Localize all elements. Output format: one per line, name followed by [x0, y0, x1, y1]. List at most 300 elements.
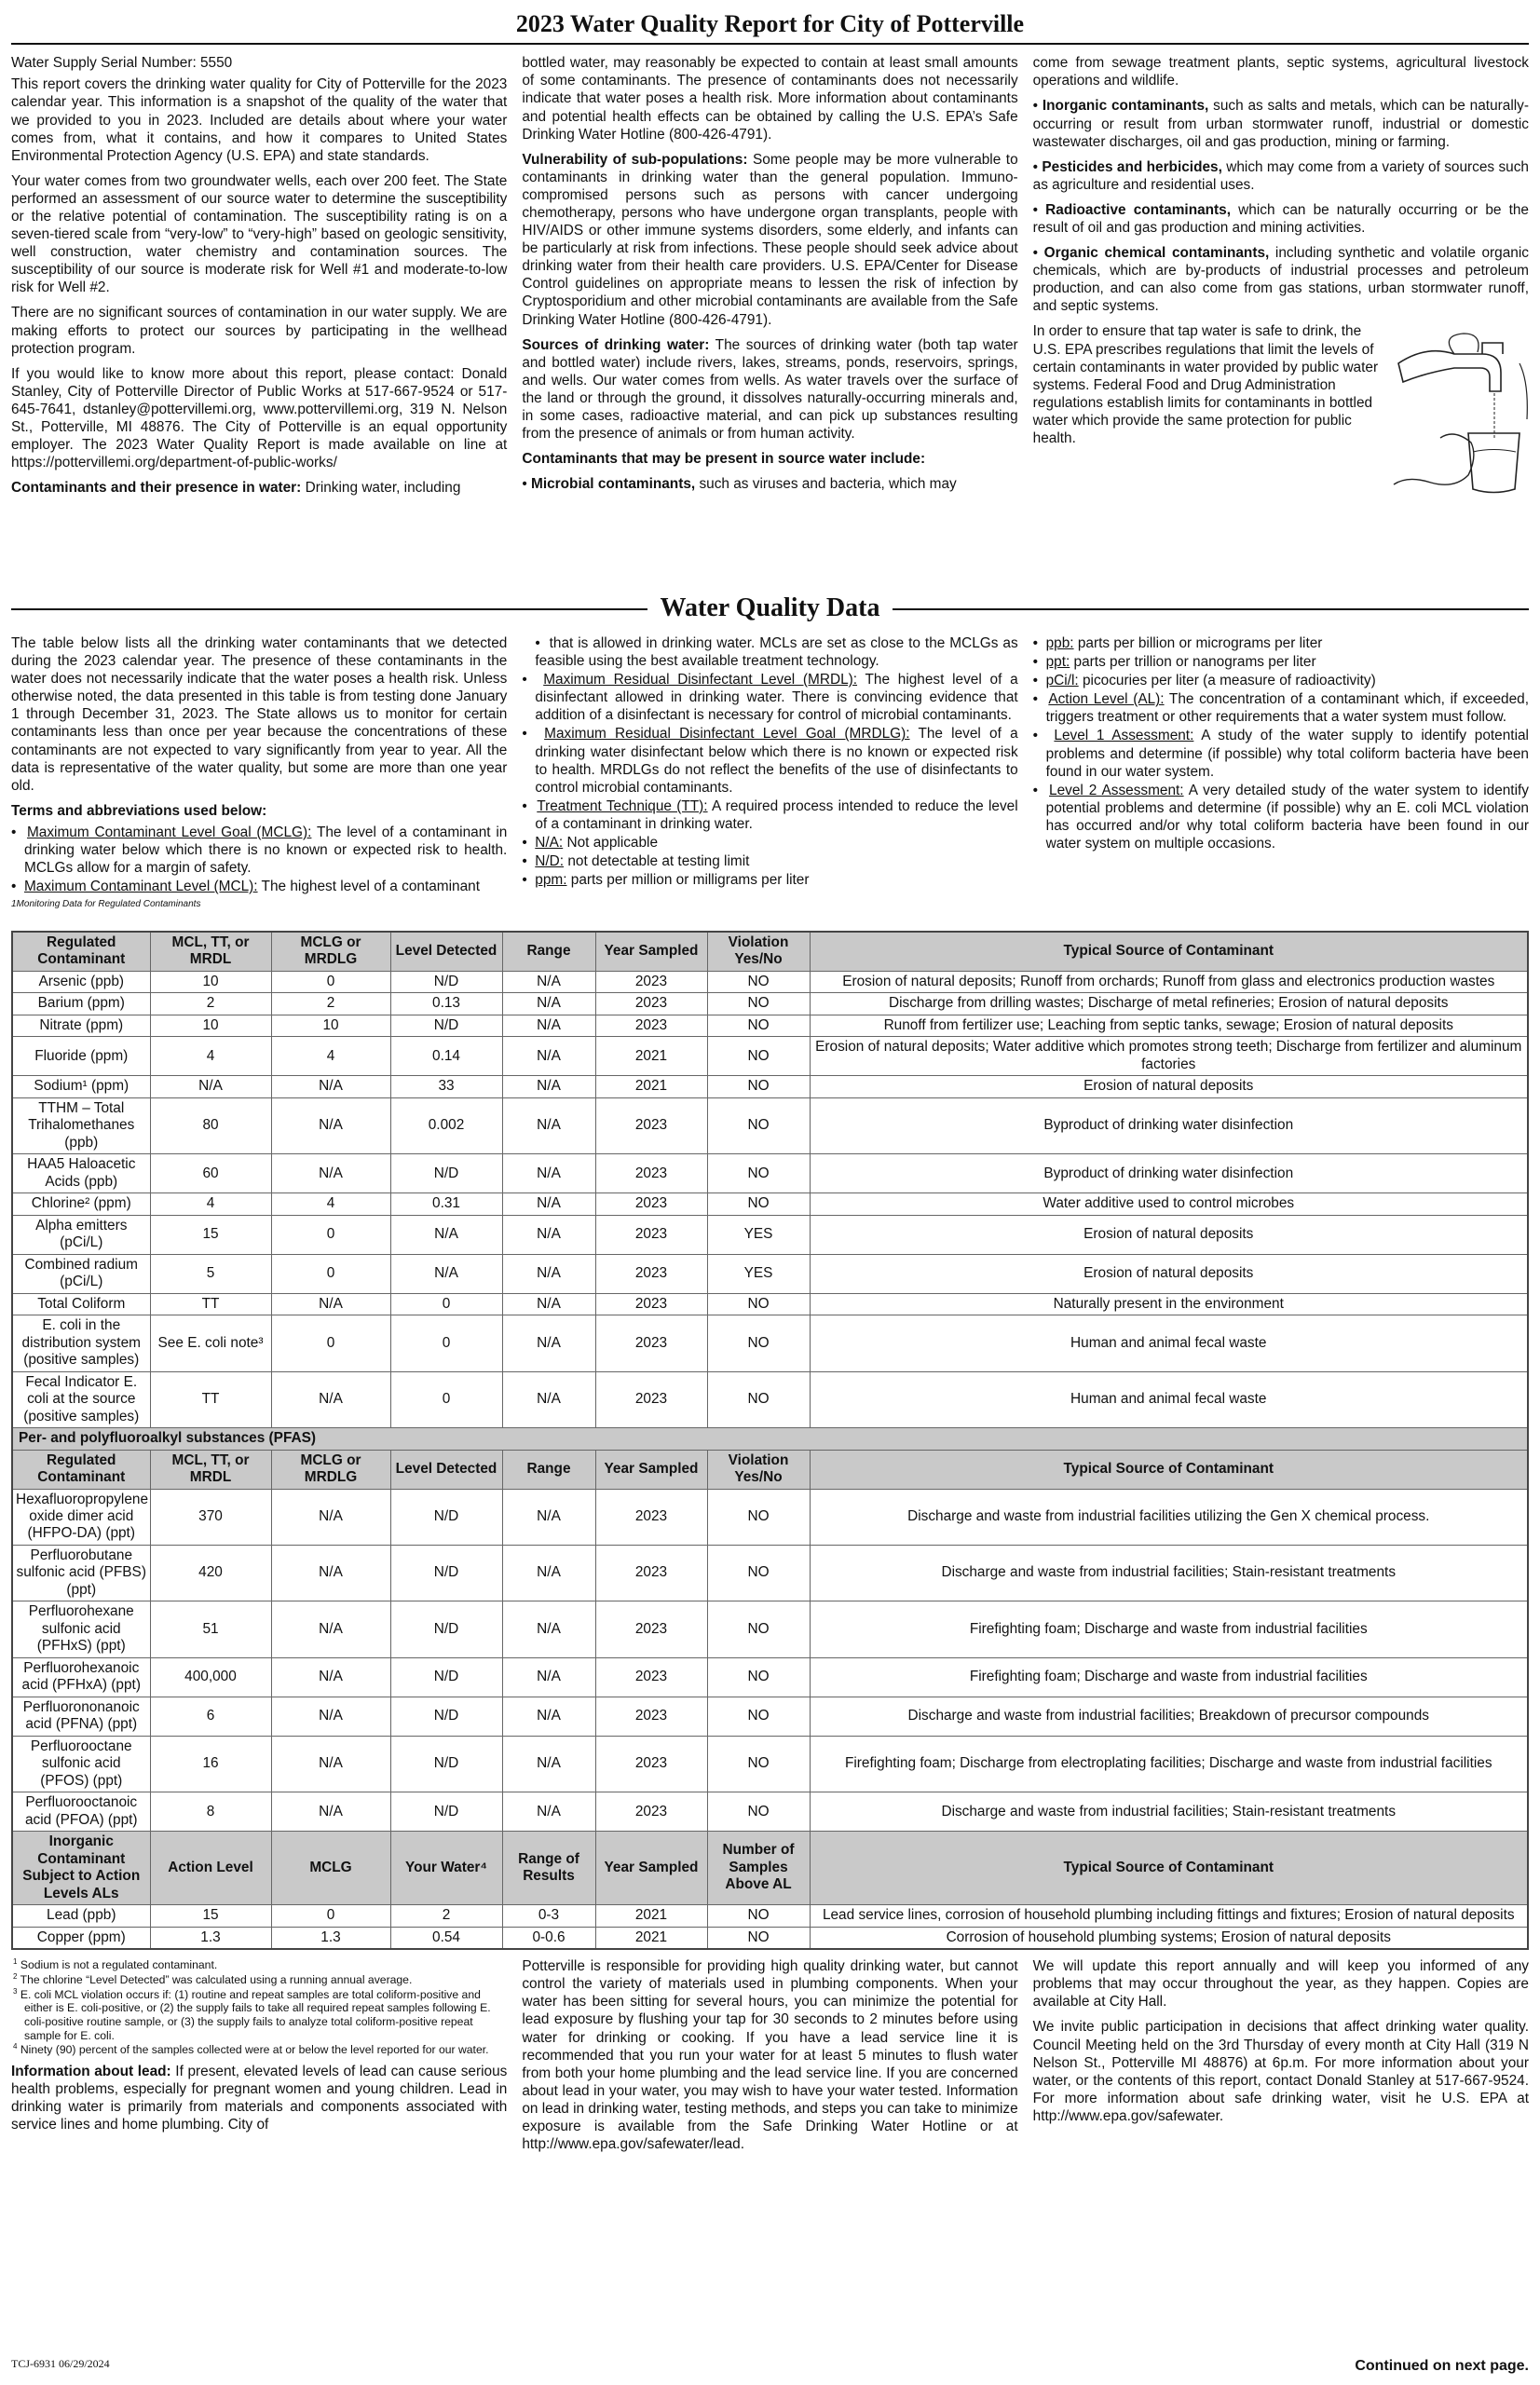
value-cell: YES	[707, 1254, 810, 1293]
value-cell: 0-3	[502, 1905, 595, 1927]
table-row	[12, 1015, 1528, 1036]
value-cell: 2	[150, 993, 271, 1015]
value-cell: NO	[707, 1015, 810, 1036]
value-cell: N/D	[390, 1657, 502, 1697]
lead-info-cont: Potterville is responsible for providing high quality drinking water, but cannot control the variety of materials used in plumbing components. When your water has been sitting for several hours, you can minimize the potential for lead exposure by flushing your tap for 30 seconds to 2 minutes before using water for drinking or cooking. If you have a lead service line it is recommended that you run your water for at least 5 minutes to flush water from both your home plumbing and the lead service line. If you are concerned about lead in your water, you may wish to have your water tested. Information on lead in drinking water, testing methods, and steps you can take to minimize exposure is available from the Safe Drinking Water Hotline or at http://www.epa.gov/safewater/lead.	[522, 1958, 1018, 2153]
source-cell: Human and animal fecal waste	[810, 1315, 1528, 1371]
value-cell: YES	[707, 1215, 810, 1254]
contaminant-name-cell: Fluoride (ppm)	[12, 1037, 150, 1076]
footnote-3-text: E. coli MCL violation occurs if: (1) routine and repeat samples are total coliform-positive and either is E. coli-positive, or (2) the supply fails to take all required repeat samples following E. coli-positive routine sample, or (3) the supply fails to analyze total coliform-positive repeat sample for E. coli.	[20, 1987, 491, 2042]
footnote-2-text: The chlorine “Level Detected” was calculated using a running annual average.	[20, 1972, 413, 1986]
value-cell: 2023	[595, 993, 707, 1015]
value-cell: N/A	[502, 1097, 595, 1153]
table-row	[12, 1601, 1528, 1657]
header-cell: Violation Yes/No	[707, 1450, 810, 1489]
contaminant-name-cell: Perfluorobutane sulfonic acid (PFBS) (ppt)	[12, 1545, 150, 1601]
value-cell: 15	[150, 1905, 271, 1927]
value-cell: 2023	[595, 1657, 707, 1697]
inorganic-text: such as salts and metals, which can be naturally-occurring or result from urban stormwater runoff, industrial or domestic wastewater discharges, oil and gas production, mining or farming.	[1032, 98, 1529, 150]
term-al-text: The concentration of a contaminant which, if exceeded, triggers treatment or other requirements that a water system must follow.	[1045, 691, 1529, 726]
source-cell: Discharge and waste from industrial facilities; Stain-resistant treatments	[810, 1792, 1528, 1832]
source-cell: Naturally present in the environment	[810, 1293, 1528, 1315]
value-cell: 2	[390, 1905, 502, 1927]
value-cell: NO	[707, 1657, 810, 1697]
value-cell: N/A	[502, 1293, 595, 1315]
value-cell: 2023	[595, 1601, 707, 1657]
radioactive-text: which can be naturally occurring or be the result of oil and gas production and mining activities.	[1032, 201, 1529, 236]
table-row	[12, 1545, 1528, 1601]
value-cell: 2023	[595, 1293, 707, 1315]
value-cell: 10	[150, 1015, 271, 1036]
contaminant-name-cell: E. coli in the distribution system (positive samples)	[12, 1315, 150, 1371]
value-cell: 2023	[595, 1215, 707, 1254]
value-cell: N/A	[502, 1697, 595, 1736]
value-cell: N/D	[390, 1015, 502, 1036]
intro-p5-head: Contaminants and their presence in water:	[11, 480, 302, 497]
term-level2	[1033, 782, 1529, 852]
table-row	[12, 1371, 1528, 1427]
table-row	[12, 1215, 1528, 1254]
intro-p1: This report covers the drinking water quality for City of Potterville for the 2023 calendar year. This information is a snapshot of the quality of the water that we provided to you in 2023. Included are details about where your water comes from, what it contains, and how it compares to United States Environmental Protection Agency (U.S. EPA) and state standards.	[11, 76, 508, 164]
term-na	[522, 834, 1017, 852]
footnote-1: $^1$ Sodium is not a regulated contaminant.	[13, 1957, 218, 1972]
bullet-inorganic	[1033, 97, 1529, 150]
source-cell: Byproduct of drinking water disinfection	[810, 1097, 1528, 1153]
value-cell: N/A	[502, 1076, 595, 1097]
value-cell: 2023	[595, 1315, 707, 1371]
header-cell: Typical Source of Contaminant	[810, 1450, 1528, 1489]
value-cell: 2023	[595, 1015, 707, 1036]
inorganic-head: Inorganic contaminants,	[1042, 98, 1209, 115]
value-cell: NO	[707, 1697, 810, 1736]
source-cell: Erosion of natural deposits	[810, 1254, 1528, 1293]
source-cell: Discharge and waste from industrial facilities; Breakdown of precursor compounds	[810, 1697, 1528, 1736]
value-cell: N/A	[271, 1154, 390, 1193]
value-cell: N/A	[502, 1037, 595, 1076]
intro-c2p2	[522, 151, 1017, 329]
value-cell: 0	[271, 1215, 390, 1254]
header-cell: MCLG or MRDLG	[271, 1450, 390, 1489]
value-cell: N/A	[390, 1254, 502, 1293]
source-cell: Byproduct of drinking water disinfection	[810, 1154, 1528, 1193]
term-mcl-label: Maximum Contaminant Level (MCL):	[23, 879, 258, 895]
value-cell: NO	[707, 993, 810, 1015]
value-cell: 4	[150, 1193, 271, 1215]
term-na-label: N/A:	[535, 834, 564, 851]
lead-info-text: If present, elevated levels of lead can cause serious health problems, especially for pregnant women and young children. Lead in drinking water is primarily from materials and components associated with service lines and home plumbing. City of	[11, 2063, 508, 2133]
table-row	[12, 1697, 1528, 1736]
update-info: We will update this report annually and will keep you informed of any problems that may occur throughout the year, as they happen. Copies are available at City Hall.	[1032, 1958, 1529, 2010]
term-mrdl-text: The highest level of a disinfectant allowed in drinking water. There is convincing evidence that addition of a disinfectant is necessary for control of microbial contaminants.	[535, 672, 1018, 724]
lead-info	[11, 2063, 507, 2133]
header-cell: Violation Yes/No	[707, 932, 810, 971]
faucet-illustration	[1389, 326, 1529, 503]
value-cell: N/A	[271, 1657, 390, 1697]
value-cell: N/D	[390, 971, 502, 992]
value-cell: N/A	[502, 1657, 595, 1697]
value-cell: NO	[707, 1601, 810, 1657]
value-cell: 15	[150, 1215, 271, 1254]
value-cell: 0	[390, 1315, 502, 1371]
bullet-organic	[1033, 244, 1529, 315]
contaminant-name-cell: Perfluorononanoic acid (PFNA) (ppt)	[12, 1697, 150, 1736]
header-cell: Range	[502, 1450, 595, 1489]
term-mrdlg	[522, 725, 1017, 796]
contaminant-name-cell: TTHM – Total Trihalomethanes (ppb)	[12, 1097, 150, 1153]
value-cell: 16	[150, 1736, 271, 1792]
contaminant-name-cell: Perfluorooctane sulfonic acid (PFOS) (ppt)	[12, 1736, 150, 1792]
c2p3-head: Sources of drinking water:	[522, 336, 710, 353]
source-cell: Human and animal fecal waste	[810, 1371, 1528, 1427]
value-cell: N/A	[271, 1697, 390, 1736]
terms-col-3	[1033, 634, 1529, 931]
value-cell: N/A	[271, 1371, 390, 1427]
value-cell: NO	[707, 1736, 810, 1792]
value-cell: 420	[150, 1545, 271, 1601]
value-cell: 4	[271, 1037, 390, 1076]
value-cell: NO	[707, 1371, 810, 1427]
wqd-p1: The table below lists all the drinking water contaminants that we detected during the 2023 calendar year. The presence of these contaminants in the water does not necessarily indicate that the water poses a health risk. Unless otherwise noted, the data presented in this table is from testing done January 1 through December 31, 2023. The State allows us to monitor for certain contaminants less than once per year because the concentrations of these contaminants are not expected to vary significantly from year to year. All the data is representative of the water quality, but some are more than one year old.	[11, 634, 508, 794]
value-cell: N/A	[502, 1736, 595, 1792]
value-cell: 0.14	[390, 1037, 502, 1076]
table-row	[12, 1193, 1528, 1215]
contaminant-name-cell: Nitrate (ppm)	[12, 1015, 150, 1036]
value-cell: 6	[150, 1697, 271, 1736]
value-cell: N/D	[390, 1736, 502, 1792]
contaminant-name-cell: Combined radium (pCi/L)	[12, 1254, 150, 1293]
footnote-2: $^2$ The chlorine “Level Detected” was calculated using a running annual average.	[13, 1971, 413, 1986]
term-mrdlg-text: The level of a drinking water disinfectant below which there is no known or expected risk to health. MRDLGs do not reflect the benefits of the use of disinfectants to control microbial contaminants.	[535, 726, 1018, 796]
contaminant-name-cell: Perfluorohexane sulfonic acid (PFHxS) (ppt)	[12, 1601, 150, 1657]
source-cell: Erosion of natural deposits; Water additive which promotes strong teeth; Discharge from fertilizer and aluminum factories	[810, 1037, 1528, 1076]
intro-section	[11, 54, 1529, 585]
source-cell: Firefighting foam; Discharge and waste from industrial facilities	[810, 1657, 1528, 1697]
term-ppm-label: ppm:	[535, 872, 567, 889]
bullet-pesticides	[1033, 158, 1529, 194]
value-cell: 0	[271, 1254, 390, 1293]
table-row	[12, 971, 1528, 992]
term-tt	[522, 797, 1017, 833]
footer-section	[11, 1957, 1529, 2160]
participation-info: We invite public participation in decisions that affect drinking water quality. Council Meeting held on the 3rd Thursday of every month at City Hall (319 N Nelson St., Potterville MI 48876) at 6p.m. For more information about your water, or the contents of this report, contact Donald Stanley at 517-667-9524. For more information about safe drinking water, visit he U.S. EPA at http://www.epa.gov/safewater.	[1032, 2019, 1529, 2124]
footnote-3: $^3$ E. coli MCL violation occurs if: (1) routine and repeat samples are total coliform-positive and either is E. coli-positive, or (2) the supply fails to take all required repeat samples following E. coli-positive routine sample, or (3) the supply fails to analyze total coliform-positive repeat sample for E. coli.	[13, 1986, 491, 2042]
table-header-row	[12, 932, 1528, 971]
term-ppb-label: ppb:	[1045, 634, 1074, 651]
bottom-bar	[11, 2357, 1529, 2376]
value-cell: NO	[707, 1193, 810, 1215]
footnote-4-text: Ninety (90) percent of the samples collected were at or below the level reported for our water.	[20, 2043, 489, 2057]
value-cell: N/A	[502, 1193, 595, 1215]
table-row	[12, 993, 1528, 1015]
source-cell: Water additive used to control microbes	[810, 1193, 1528, 1215]
value-cell: 4	[150, 1037, 271, 1076]
pfas-subheader: Per- and polyfluoroalkyl substances (PFAS)	[12, 1428, 1528, 1450]
value-cell: 0.31	[390, 1193, 502, 1215]
value-cell: NO	[707, 1927, 810, 1949]
value-cell: 10	[271, 1015, 390, 1036]
value-cell: 51	[150, 1601, 271, 1657]
footnote-1-text: Sodium is not a regulated contaminant.	[20, 1958, 218, 1972]
header-cell: Year Sampled	[595, 932, 707, 971]
value-cell: N/A	[271, 1545, 390, 1601]
value-cell: 33	[390, 1076, 502, 1097]
term-al-label: Action Level (AL):	[1048, 691, 1165, 708]
intro-c3p1: come from sewage treatment plants, septic systems, agricultural livestock operations and wildlife.	[1032, 55, 1529, 89]
table-row	[12, 1097, 1528, 1153]
table-row	[12, 1905, 1528, 1927]
value-cell: N/A	[502, 1545, 595, 1601]
header-cell: MCLG or MRDLG	[271, 932, 390, 971]
value-cell: 0	[390, 1371, 502, 1427]
value-cell: 2021	[595, 1076, 707, 1097]
value-cell: NO	[707, 1293, 810, 1315]
source-cell: Discharge and waste from industrial facilities utilizing the Gen X chemical process.	[810, 1489, 1528, 1545]
footer-col-2	[522, 1957, 1017, 2160]
contaminant-name-cell: Total Coliform	[12, 1293, 150, 1315]
header-cell: Typical Source of Contaminant	[810, 1832, 1528, 1905]
value-cell: 2023	[595, 1697, 707, 1736]
value-cell: 60	[150, 1154, 271, 1193]
continued-note: Continued on next page.	[1355, 2358, 1529, 2375]
value-cell: NO	[707, 1097, 810, 1153]
value-cell: N/A	[502, 1601, 595, 1657]
term-level1-text: A study of the water supply to identify potential problems and determine (if possible) why total coliform bacteria have been found in our water system.	[1045, 728, 1529, 780]
source-cell: Erosion of natural deposits; Runoff from orchards; Runoff from glass and electronics production wastes	[810, 971, 1528, 992]
value-cell: 2023	[595, 1736, 707, 1792]
term-ppm	[522, 871, 1017, 889]
source-cell: Runoff from fertilizer use; Leaching from septic tanks, sewage; Erosion of natural deposits	[810, 1015, 1528, 1036]
header-cell: Level Detected	[390, 1450, 502, 1489]
value-cell: NO	[707, 1905, 810, 1927]
heading-rule-right	[893, 608, 1529, 610]
bullet-radioactive	[1033, 201, 1529, 237]
term-tt-text: A required process intended to reduce the level of a contaminant in drinking water.	[535, 797, 1018, 832]
term-nd-label: N/D:	[535, 853, 565, 870]
header-cell: Year Sampled	[595, 1832, 707, 1905]
value-cell: NO	[707, 1076, 810, 1097]
intro-c2p3	[522, 336, 1017, 443]
source-cell: Erosion of natural deposits	[810, 1215, 1528, 1254]
value-cell: NO	[707, 1154, 810, 1193]
value-cell: N/D	[390, 1545, 502, 1601]
header-cell: Range of Results	[502, 1832, 595, 1905]
contaminant-name-cell: Fecal Indicator E. coli at the source (positive samples)	[12, 1371, 150, 1427]
value-cell: N/A	[502, 1154, 595, 1193]
intro-col-1	[11, 54, 507, 585]
term-nd	[522, 852, 1017, 870]
header-cell: Typical Source of Contaminant	[810, 932, 1528, 971]
lead-info-head: Information about lead:	[11, 2063, 171, 2079]
terms-col-2	[522, 634, 1017, 931]
lead-header-row	[12, 1832, 1528, 1905]
source-cell: Erosion of natural deposits	[810, 1076, 1528, 1097]
value-cell: N/A	[502, 971, 595, 992]
value-cell: N/A	[150, 1076, 271, 1097]
intro-col-3	[1033, 54, 1529, 585]
term-level1-label: Level 1 Assessment:	[1054, 728, 1194, 744]
value-cell: N/A	[502, 1254, 595, 1293]
value-cell: N/A	[271, 1293, 390, 1315]
term-tt-label: Treatment Technique (TT):	[537, 797, 708, 814]
intro-p5	[11, 479, 507, 497]
header-cell: Number of Samples Above AL	[707, 1832, 810, 1905]
table-row	[12, 1254, 1528, 1293]
value-cell: 10	[150, 971, 271, 992]
value-cell: TT	[150, 1371, 271, 1427]
header-cell: Inorganic Contaminant Subject to Action Levels ALs	[12, 1832, 150, 1905]
value-cell: N/A	[502, 993, 595, 1015]
value-cell: 2023	[595, 1792, 707, 1832]
value-cell: NO	[707, 1489, 810, 1545]
intro-p4: If you would like to know more about this report, please contact: Donald Stanley, City of Potterville Director of Public Works at 517-667-9524 or 517-645-7641, dstanley@pottervillemi.org, www.pottervillemi.org, 319 N. Nelson St., Potterville, MI 48876. The City of Potterville is an equal opportunity employer. The 2023 Water Quality Report is made available on line at https://pottervillemi.org/department-of-public-works/	[11, 365, 508, 471]
microbial-head: Microbial contaminants,	[531, 476, 696, 493]
intro-p3: There are no significant sources of contamination in our water supply. We are making efforts to protect our sources by participating in the wellhead protection program.	[11, 305, 508, 357]
c2p2-head: Vulnerability of sub-populations:	[522, 151, 748, 168]
term-level2-text: A very detailed study of the water system to identify potential problems and determine (if possible) why an E. coli MCL violation has occurred and/or why total coliform bacteria have been found in our water system on multiple occasions.	[1045, 782, 1529, 852]
term-mcl	[11, 878, 507, 895]
term-level1	[1033, 727, 1529, 780]
header-cell: MCLG	[271, 1832, 390, 1905]
value-cell: N/A	[502, 1792, 595, 1832]
pesticides-head: Pesticides and herbicides,	[1042, 158, 1222, 175]
intro-c3p2: In order to ensure that tap water is safe to drink, the U.S. EPA prescribes regulations that limit the levels of certain contaminants in water provided by public water systems. Federal Food and Drug Administration regulations establish limits for contaminants in bottled water which provide the same protection for public health.	[1032, 323, 1379, 447]
value-cell: 8	[150, 1792, 271, 1832]
term-mcl-cont: • that is allowed in drinking water. MCLs are set as close to the MCLGs as feasible using the best available treatment technology.	[522, 634, 1017, 670]
value-cell: N/D	[390, 1697, 502, 1736]
value-cell: N/A	[502, 1315, 595, 1371]
contaminant-name-cell: Barium (ppm)	[12, 993, 150, 1015]
table-row	[12, 1927, 1528, 1949]
term-mclg	[11, 824, 507, 877]
value-cell: N/A	[271, 1736, 390, 1792]
term-mrdl	[522, 671, 1017, 724]
value-cell: 2023	[595, 1193, 707, 1215]
term-mrdlg-label: Maximum Residual Disinfectant Level Goal (MRDLG):	[544, 726, 910, 743]
microbial-text: such as viruses and bacteria, which may	[695, 476, 957, 493]
value-cell: 2023	[595, 1097, 707, 1153]
term-mrdl-label: Maximum Residual Disinfectant Level (MRDL):	[543, 672, 858, 688]
value-cell: N/D	[390, 1601, 502, 1657]
value-cell: N/A	[502, 1371, 595, 1427]
footer-col-3	[1033, 1957, 1529, 2160]
contaminant-name-cell: Chlorine² (ppm)	[12, 1193, 150, 1215]
table-row	[12, 1037, 1528, 1076]
value-cell: 2021	[595, 1037, 707, 1076]
term-pci	[1033, 672, 1529, 689]
contaminant-name-cell: Sodium¹ (ppm)	[12, 1076, 150, 1097]
contaminant-name-cell: HAA5 Haloacetic Acids (ppb)	[12, 1154, 150, 1193]
contaminant-name-cell: Copper (ppm)	[12, 1927, 150, 1949]
term-ppt	[1033, 653, 1529, 671]
table-row	[12, 1076, 1528, 1097]
c2p3-text: The sources of drinking water (both tap water and bottled water) include rivers, lakes, streams, ponds, reservoirs, springs, and wells. Our water comes from wells. As water travels over the surface of the land or through the ground, it dissolves naturally-occurring minerals and, in some cases, radioactive material, and can pick up substances resulting from the presence of animals or from human activity.	[522, 336, 1018, 443]
document-code: TCJ-6931 06/29/2024	[11, 2357, 110, 2371]
source-cell: Lead service lines, corrosion of household plumbing including fittings and fixtures; Erosion of natural deposits	[810, 1905, 1528, 1927]
contaminant-name-cell: Lead (ppb)	[12, 1905, 150, 1927]
value-cell: N/D	[390, 1792, 502, 1832]
value-cell: 2	[271, 993, 390, 1015]
table-row	[12, 1657, 1528, 1697]
value-cell: N/A	[271, 1792, 390, 1832]
term-ppm-text: parts per million or milligrams per liter	[566, 872, 810, 889]
organic-head: Organic chemical contaminants,	[1043, 245, 1270, 262]
value-cell: N/D	[390, 1154, 502, 1193]
header-cell: Level Detected	[390, 932, 502, 971]
value-cell: 2023	[595, 1545, 707, 1601]
contaminant-name-cell: Perfluorohexanoic acid (PFHxA) (ppt)	[12, 1657, 150, 1697]
pfas-subheader-row	[12, 1428, 1528, 1450]
footnote-4: $^4$ Ninety (90) percent of the samples collected were at or below the level reported for our water.	[13, 2042, 489, 2057]
value-cell: NO	[707, 1545, 810, 1601]
value-cell: N/A	[502, 1215, 595, 1254]
source-cell: Firefighting foam; Discharge from electroplating facilities; Discharge and waste from industrial facilities	[810, 1736, 1528, 1792]
table-row	[12, 1293, 1528, 1315]
value-cell: 0.13	[390, 993, 502, 1015]
value-cell: N/A	[271, 1076, 390, 1097]
bullet-microbial	[522, 475, 1017, 493]
value-cell: 80	[150, 1097, 271, 1153]
value-cell: N/A	[502, 1015, 595, 1036]
terms-col-1	[11, 634, 507, 931]
header-cell: Regulated Contaminant	[12, 1450, 150, 1489]
contaminant-name-cell: Hexafluoropropylene oxide dimer acid (HFPO-DA) (ppt)	[12, 1489, 150, 1545]
term-ppb-text: parts per billion or micrograms per liter	[1073, 634, 1323, 651]
header-cell: Regulated Contaminant	[12, 932, 150, 971]
water-quality-heading: Water Quality Data	[660, 593, 880, 623]
value-cell: 370	[150, 1489, 271, 1545]
pfas-header-row	[12, 1450, 1528, 1489]
value-cell: 2021	[595, 1905, 707, 1927]
terms-heading: Terms and abbreviations used below:	[11, 802, 267, 819]
header-cell: Your Water⁴	[390, 1832, 502, 1905]
source-cell: Discharge and waste from industrial facilities; Stain-resistant treatments	[810, 1545, 1528, 1601]
value-cell: 1.3	[150, 1927, 271, 1949]
radioactive-head: Radioactive contaminants,	[1045, 201, 1232, 218]
intro-p2: Your water comes from two groundwater wells, each over 200 feet. The State performed an assessment of our source water to determine the susceptibility or the relative potential of contamination. The susceptibility rating is on a seven-tiered scale from “very-low” to “very-high” based on geologic sensitivity, well construction, water chemistry and contamination sources. The susceptibility of our source is moderate risk for Well #1 and moderate-to-low risk for Well #2.	[11, 172, 508, 296]
value-cell: N/A	[271, 1097, 390, 1153]
c2p2-text: Some people may be more vulnerable to contaminants in drinking water than the general population. Immuno-compromised persons such as persons with cancer undergoing chemotherapy, persons who have undergone organ transplants, people with HIV/AIDS or other immune systems disorders, some elderly, and infants can be particularly at risk from infections. These people should seek advice about drinking water from their health care providers. U.S. EPA/Center for Disease Control guidelines on appropriate means to lessen the risk of infection by Cryptosporidium and other microbial contaminants are available from the Safe Drinking Water Hotline (800-426-4791).	[522, 151, 1018, 328]
value-cell: N/A	[271, 1601, 390, 1657]
heading-rule-left	[11, 608, 647, 610]
value-cell: 2023	[595, 1254, 707, 1293]
value-cell: 2023	[595, 1154, 707, 1193]
value-cell: 2023	[595, 1489, 707, 1545]
value-cell: 2023	[595, 1371, 707, 1427]
serial-number: Water Supply Serial Number: 5550	[11, 55, 233, 72]
term-ppt-label: ppt:	[1045, 654, 1070, 671]
term-pci-text: picocuries per liter (a measure of radioactivity)	[1078, 673, 1376, 689]
value-cell: 1.3	[271, 1927, 390, 1949]
contaminant-name-cell: Arsenic (ppb)	[12, 971, 150, 992]
value-cell: TT	[150, 1293, 271, 1315]
monitoring-note: 1Monitoring Data for Regulated Contaminants	[11, 899, 201, 910]
table-row	[12, 1736, 1528, 1792]
footer-col-1	[11, 1957, 507, 2160]
value-cell: N/A	[390, 1215, 502, 1254]
contaminant-name-cell: Perfluorooctanoic acid (PFOA) (ppt)	[12, 1792, 150, 1832]
table-body	[12, 971, 1528, 1949]
value-cell: 0	[271, 1315, 390, 1371]
intro-c2p1: bottled water, may reasonably be expected to contain at least small amounts of some contaminants. The presence of contaminants does not necessarily indicate that water poses a health risk. More information about contaminants and potential health effects can be obtained by calling the U.S. EPA’s Safe Drinking Water Hotline (800-426-4791).	[522, 55, 1018, 143]
contaminant-table	[11, 931, 1529, 1950]
value-cell: 5	[150, 1254, 271, 1293]
value-cell: 0.002	[390, 1097, 502, 1153]
term-level2-label: Level 2 Assessment:	[1049, 782, 1184, 798]
contaminant-name-cell: Alpha emitters (pCi/L)	[12, 1215, 150, 1254]
value-cell: 4	[271, 1193, 390, 1215]
intro-c2p4	[522, 450, 1017, 468]
header-cell: MCL, TT, or MRDL	[150, 1450, 271, 1489]
